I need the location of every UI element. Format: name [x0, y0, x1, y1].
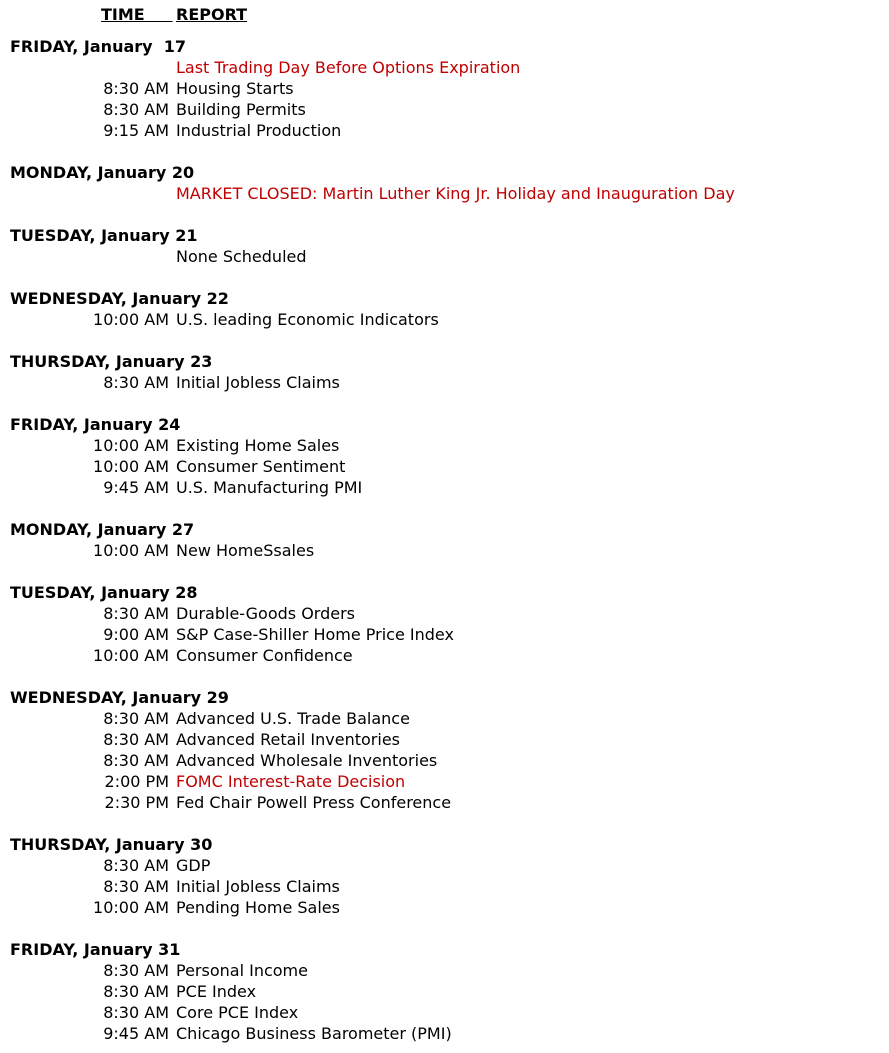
event-report-highlighted: MARKET CLOSED: Martin Luther King Jr. Holiday and Inauguration Day: [176, 184, 735, 203]
schedule-row: [0, 981, 889, 1002]
event-time: 10:00 AM: [93, 541, 169, 560]
day-section: [0, 288, 889, 330]
event-report: Consumer Sentiment: [176, 457, 346, 476]
event-report: Core PCE Index: [176, 1003, 299, 1022]
day-title: MONDAY, January 27: [10, 520, 195, 539]
event-time: 10:00 AM: [93, 457, 169, 476]
event-time: 9:45 AM: [103, 478, 169, 497]
event-report: U.S. leading Economic Indicators: [176, 310, 439, 329]
event-report: U.S. Manufacturing PMI: [176, 478, 363, 497]
day-section: [0, 687, 889, 813]
schedule-row: [0, 456, 889, 477]
event-time: 8:30 AM: [103, 856, 169, 875]
day-title: THURSDAY, January 23: [10, 352, 213, 371]
schedule-row: [0, 309, 889, 330]
schedule-row: [0, 1002, 889, 1023]
schedule-row: [0, 708, 889, 729]
event-time: 8:30 AM: [103, 709, 169, 728]
day-section: [0, 939, 889, 1044]
schedule-row: [0, 897, 889, 918]
event-report: Pending Home Sales: [176, 898, 340, 917]
day-title: FRIDAY, January 31: [10, 940, 181, 959]
schedule-row: [0, 855, 889, 876]
event-report: Initial Jobless Claims: [176, 373, 340, 392]
schedule-row: [0, 771, 889, 792]
event-time: 8:30 AM: [103, 79, 169, 98]
event-time: 8:30 AM: [103, 373, 169, 392]
day-title: WEDNESDAY, January 29: [10, 688, 229, 707]
schedule-row: [0, 99, 889, 120]
event-time: 8:30 AM: [103, 1003, 169, 1022]
day-section: [0, 36, 889, 141]
event-time: 8:30 AM: [103, 730, 169, 749]
event-report: Fed Chair Powell Press Conference: [176, 793, 452, 812]
event-report: Advanced U.S. Trade Balance: [176, 709, 410, 728]
event-time: 8:30 AM: [103, 751, 169, 770]
day-section: [0, 351, 889, 393]
event-report: Durable-Goods Orders: [176, 604, 356, 623]
event-time: 8:30 AM: [103, 100, 169, 119]
day-section: [0, 519, 889, 561]
event-time: 10:00 AM: [93, 436, 169, 455]
event-time: 9:45 AM: [103, 1024, 169, 1043]
event-report: Building Permits: [176, 100, 306, 119]
schedule-row: [0, 1023, 889, 1044]
day-title: MONDAY, January 20: [10, 163, 195, 182]
schedule-row: [0, 876, 889, 897]
event-report: New HomeSsales: [176, 541, 315, 560]
event-report: Initial Jobless Claims: [176, 877, 340, 896]
event-report: S&P Case-Shiller Home Price Index: [176, 625, 454, 644]
event-report: Existing Home Sales: [176, 436, 340, 455]
day-title: TUESDAY, January 21: [10, 226, 198, 245]
event-report: Industrial Production: [176, 121, 342, 140]
event-time: 10:00 AM: [93, 898, 169, 917]
schedule-row: [0, 57, 889, 78]
event-report: Personal Income: [176, 961, 308, 980]
day-section: [0, 834, 889, 918]
event-report: Housing Starts: [176, 79, 294, 98]
schedule-list: [0, 36, 889, 1044]
event-time: 8:30 AM: [103, 961, 169, 980]
event-time: 8:30 AM: [103, 982, 169, 1001]
schedule-row: [0, 792, 889, 813]
event-report: PCE Index: [176, 982, 257, 1001]
event-report: Advanced Retail Inventories: [176, 730, 400, 749]
schedule-row: [0, 603, 889, 624]
day-title: TUESDAY, January 28: [10, 583, 198, 602]
day-section: [0, 582, 889, 666]
event-time: 9:15 AM: [103, 121, 169, 140]
event-time: 8:30 AM: [103, 877, 169, 896]
event-time: 2:00 PM: [104, 772, 169, 791]
event-report: Advanced Wholesale Inventories: [176, 751, 438, 770]
day-title: THURSDAY, January 30: [10, 835, 213, 854]
schedule-row: [0, 435, 889, 456]
day-section: [0, 225, 889, 267]
schedule-row: [0, 372, 889, 393]
event-time: 9:00 AM: [103, 625, 169, 644]
event-time: 10:00 AM: [93, 310, 169, 329]
report-column-header: REPORT: [176, 5, 248, 24]
schedule-row: [0, 750, 889, 771]
schedule-row: [0, 78, 889, 99]
schedule-row: [0, 246, 889, 267]
schedule-row: [0, 540, 889, 561]
day-section: [0, 162, 889, 204]
day-section: [0, 414, 889, 498]
schedule-row: [0, 477, 889, 498]
event-report-highlighted: Last Trading Day Before Options Expiration: [176, 58, 521, 77]
event-time: 10:00 AM: [93, 646, 169, 665]
day-title: FRIDAY, January 24: [10, 415, 181, 434]
day-title: WEDNESDAY, January 22: [10, 289, 229, 308]
schedule-row: [0, 624, 889, 645]
event-report: GDP: [176, 856, 211, 875]
schedule-row: [0, 183, 889, 204]
event-time: 2:30 PM: [104, 793, 169, 812]
schedule-row: [0, 729, 889, 750]
event-report-highlighted: FOMC Interest-Rate Decision: [176, 772, 406, 791]
time-column-header: TIME: [101, 5, 173, 24]
event-time: 8:30 AM: [103, 604, 169, 623]
event-report: Chicago Business Barometer (PMI): [176, 1024, 452, 1043]
event-report: None Scheduled: [176, 247, 307, 266]
schedule-row: [0, 960, 889, 981]
event-report: Consumer Confidence: [176, 646, 353, 665]
day-title: FRIDAY, January 17: [10, 37, 186, 56]
schedule-row: [0, 120, 889, 141]
schedule-row: [0, 645, 889, 666]
